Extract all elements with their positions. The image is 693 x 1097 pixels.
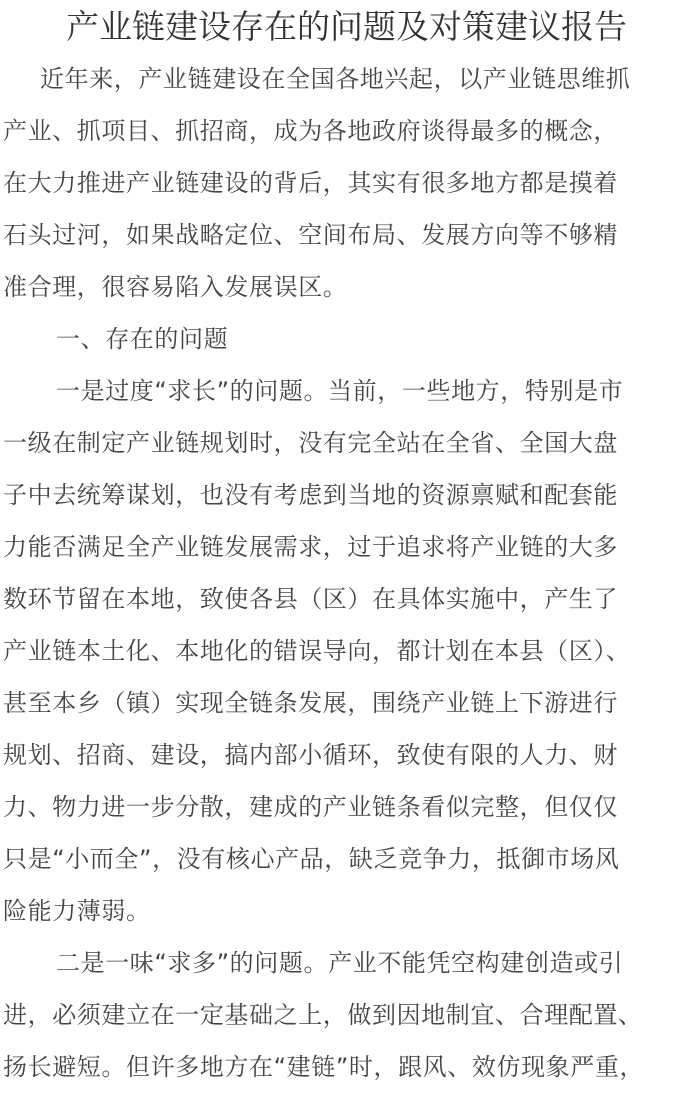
section-heading: 一、存在的问题 [56, 325, 229, 353]
text-line: 子中去统筹谋划，也没有考虑到当地的资源禀赋和配套能 [3, 481, 618, 509]
text-line: 进，必须建立在一定基础之上，做到因地制宜、合理配置、 [3, 1001, 643, 1029]
text-line: 扬长避短。但许多地方在“建链”时，跟风、效仿现象严重， [3, 1053, 645, 1081]
text-line: 一级在制定产业链规划时，没有完全站在全省、全国大盘 [3, 429, 618, 457]
text-line: 产业链本土化、本地化的错误导向，都计划在本县（区）、 [3, 637, 631, 665]
text-line: 在大力推进产业链建设的背后，其实有很多地方都是摸着 [3, 169, 618, 197]
text-line: 险能力薄弱。 [3, 897, 151, 925]
text-line: 力、物力进一步分散，建成的产业链条看似完整，但仅仅 [3, 793, 618, 821]
text-line: 石头过河，如果战略定位、空间布局、发展方向等不够精 [3, 221, 618, 249]
text-line: 产业、抓项目、抓招商，成为各地政府谈得最多的概念， [3, 117, 618, 145]
text-line: 一是过度“求长”的问题。当前，一些地方，特别是市 [56, 377, 624, 405]
text-line: 数环节留在本地，致使各县（区）在具体实施中，产生了 [3, 585, 618, 613]
text-line: 近年来，产业链建设在全国各地兴起，以产业链思维抓 [40, 65, 631, 93]
text-line: 二是一味“求多”的问题。产业不能凭空构建创造或引 [56, 949, 624, 977]
document-title: 产业链建设存在的问题及对策建议报告 [66, 7, 627, 46]
text-line: 规划、招商、建设，搞内部小循环，致使有限的人力、财 [3, 741, 618, 769]
text-line: 只是“小而全”，没有核心产品，缺乏竞争力，抵御市场风 [3, 845, 620, 873]
text-line: 甚至本乡（镇）实现全链条发展，围绕产业链上下游进行 [3, 689, 618, 717]
text-line: 力能否满足全产业链发展需求，过于追求将产业链的大多 [3, 533, 618, 561]
text-line: 准合理，很容易陷入发展误区。 [3, 273, 348, 301]
